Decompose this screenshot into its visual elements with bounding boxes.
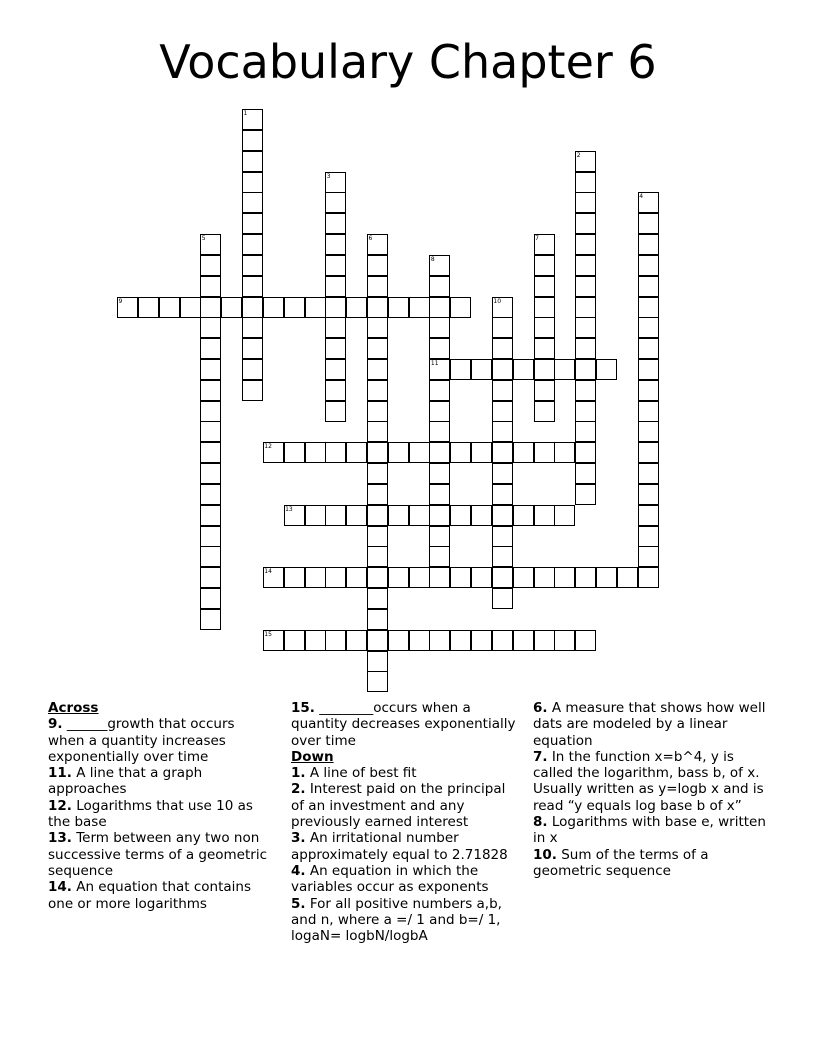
grid-cell[interactable]	[471, 567, 492, 588]
grid-cell[interactable]	[325, 297, 346, 318]
grid-cell[interactable]	[367, 671, 388, 692]
grid-cell[interactable]	[242, 109, 263, 130]
grid-cell[interactable]	[325, 213, 346, 234]
grid-cell[interactable]	[242, 255, 263, 276]
grid-cell[interactable]	[242, 297, 263, 318]
grid-cell[interactable]	[325, 338, 346, 359]
grid-cell[interactable]	[200, 421, 221, 442]
grid-cell[interactable]	[263, 630, 284, 651]
clue-item-number: 11.	[48, 765, 72, 782]
grid-cell[interactable]	[200, 567, 221, 588]
clue-item-text: An irritational number approximately equal to 2.71828	[291, 830, 508, 863]
grid-cell[interactable]	[471, 359, 492, 380]
clue-number-5: 5	[201, 235, 206, 242]
clue-item-text: Logarithms with base e, written in x	[533, 814, 766, 847]
grid-cell[interactable]	[263, 297, 284, 318]
grid-cell[interactable]	[284, 297, 305, 318]
grid-cell[interactable]	[450, 505, 471, 526]
grid-cell[interactable]	[638, 276, 659, 297]
grid-cell[interactable]	[200, 588, 221, 609]
clue-item-text: Interest paid on the principal of an investment and any previously earned interest	[291, 781, 506, 831]
grid-cell[interactable]	[554, 630, 575, 651]
grid-cell[interactable]	[367, 526, 388, 547]
clue-item-text: Sum of the terms of a geometric sequence	[533, 846, 709, 879]
grid-cell[interactable]	[471, 442, 492, 463]
clue-item	[48, 830, 273, 879]
grid-cell[interactable]	[429, 401, 450, 422]
grid-cell[interactable]	[575, 338, 596, 359]
grid-cell[interactable]	[305, 630, 326, 651]
clue-item-text: A line of best fit	[309, 765, 417, 782]
grid-cell[interactable]	[638, 567, 659, 588]
grid-cell[interactable]	[638, 234, 659, 255]
grid-cell[interactable]	[242, 213, 263, 234]
clue-number-6: 6	[368, 235, 373, 242]
grid-cell[interactable]	[409, 630, 430, 651]
clue-item-text: An equation that contains one or more logarithms	[48, 879, 252, 912]
grid-cell[interactable]	[534, 234, 555, 255]
clue-item-number: 5.	[291, 895, 306, 912]
grid-cell[interactable]	[575, 401, 596, 422]
grid-cell[interactable]	[305, 297, 326, 318]
grid-cell[interactable]	[325, 192, 346, 213]
grid-cell[interactable]	[242, 359, 263, 380]
grid-cell[interactable]	[534, 255, 555, 276]
grid-cell[interactable]	[492, 442, 513, 463]
grid-cell[interactable]	[388, 505, 409, 526]
grid-cell[interactable]	[242, 172, 263, 193]
grid-cell[interactable]	[242, 192, 263, 213]
clue-item	[291, 781, 521, 830]
grid-cell[interactable]	[429, 505, 450, 526]
grid-cell[interactable]	[325, 255, 346, 276]
grid-cell[interactable]	[200, 401, 221, 422]
grid-cell[interactable]	[575, 359, 596, 380]
grid-cell[interactable]	[492, 380, 513, 401]
clue-heading: Down	[291, 748, 334, 765]
grid-cell[interactable]	[367, 380, 388, 401]
grid-cell[interactable]	[513, 359, 534, 380]
clue-number-4: 4	[639, 193, 644, 201]
grid-cell[interactable]	[367, 276, 388, 297]
clue-item	[533, 700, 773, 749]
grid-cell[interactable]	[638, 401, 659, 422]
grid-cell[interactable]	[305, 442, 326, 463]
clue-item-number: 1.	[291, 765, 306, 782]
clue-item	[291, 700, 521, 749]
grid-cell[interactable]	[242, 234, 263, 255]
grid-cell[interactable]	[575, 151, 596, 172]
grid-cell[interactable]	[325, 276, 346, 297]
clue-item-number: 2.	[291, 781, 306, 798]
grid-cell[interactable]	[200, 505, 221, 526]
grid-cell[interactable]	[346, 442, 367, 463]
clue-item-number: 8.	[533, 814, 548, 831]
grid-cell[interactable]	[284, 567, 305, 588]
grid-cell[interactable]	[346, 567, 367, 588]
grid-cell[interactable]	[325, 172, 346, 193]
grid-cell[interactable]	[325, 630, 346, 651]
clue-item	[291, 765, 521, 781]
grid-cell[interactable]	[429, 484, 450, 505]
grid-cell[interactable]	[242, 130, 263, 151]
grid-cell[interactable]	[367, 609, 388, 630]
clue-item-number: 10.	[533, 846, 557, 863]
grid-cell[interactable]	[575, 463, 596, 484]
grid-cell[interactable]	[367, 421, 388, 442]
clue-item-text: Term between any two non successive terms of a geometric sequence	[48, 830, 268, 879]
grid-cell[interactable]	[575, 421, 596, 442]
grid-cell[interactable]	[534, 297, 555, 318]
grid-cell[interactable]	[575, 317, 596, 338]
grid-cell[interactable]	[492, 401, 513, 422]
clue-heading: Across	[48, 700, 99, 716]
clue-item-number: 13.	[48, 830, 72, 847]
clue-item-text: Logarithms that use 10 as the base	[48, 797, 253, 831]
clue-number-9: 9	[118, 297, 123, 305]
grid-cell[interactable]	[492, 588, 513, 609]
grid-cell[interactable]	[492, 484, 513, 505]
grid-cell[interactable]	[263, 442, 284, 463]
grid-cell[interactable]	[284, 505, 305, 526]
grid-cell[interactable]	[492, 505, 513, 526]
grid-cell[interactable]	[325, 380, 346, 401]
grid-cell[interactable]	[367, 401, 388, 422]
clue-number-2: 2	[576, 151, 581, 159]
grid-cell[interactable]	[575, 567, 596, 588]
grid-cell[interactable]	[325, 442, 346, 463]
grid-cell[interactable]	[429, 297, 450, 318]
grid-cell[interactable]	[429, 338, 450, 359]
grid-cell[interactable]	[429, 567, 450, 588]
grid-cell[interactable]	[450, 442, 471, 463]
grid-cell[interactable]	[638, 442, 659, 463]
clue-item	[533, 847, 773, 880]
clue-item-number: 7.	[533, 748, 548, 765]
grid-cell[interactable]	[263, 567, 284, 588]
clue-number-10: 10	[493, 297, 502, 305]
grid-cell[interactable]	[513, 567, 534, 588]
grid-cell[interactable]	[200, 484, 221, 505]
grid-cell[interactable]	[409, 567, 430, 588]
grid-cell[interactable]	[638, 297, 659, 318]
grid-cell[interactable]	[534, 276, 555, 297]
grid-cell[interactable]	[429, 463, 450, 484]
clue-item	[533, 814, 773, 847]
grid-cell[interactable]	[534, 442, 555, 463]
grid-cell[interactable]	[325, 401, 346, 422]
grid-cell[interactable]	[492, 338, 513, 359]
grid-cell[interactable]	[409, 505, 430, 526]
grid-cell[interactable]	[492, 546, 513, 567]
grid-cell[interactable]	[429, 442, 450, 463]
clue-column-1	[48, 700, 273, 912]
grid-cell[interactable]	[367, 484, 388, 505]
grid-cell[interactable]	[367, 297, 388, 318]
clue-item-number: 6.	[533, 700, 548, 716]
clue-item	[48, 879, 273, 912]
grid-cell[interactable]	[325, 505, 346, 526]
grid-cell[interactable]	[325, 234, 346, 255]
grid-cell[interactable]	[325, 567, 346, 588]
grid-cell[interactable]	[242, 276, 263, 297]
grid-cell[interactable]	[284, 442, 305, 463]
grid-cell[interactable]	[492, 297, 513, 318]
grid-cell[interactable]	[200, 276, 221, 297]
grid-cell[interactable]	[492, 463, 513, 484]
clue-item	[533, 749, 773, 814]
clue-number-11: 11	[430, 360, 439, 367]
grid-cell[interactable]	[534, 338, 555, 359]
clue-item-number: 14.	[48, 879, 72, 896]
grid-cell[interactable]	[325, 359, 346, 380]
grid-cell[interactable]	[575, 234, 596, 255]
grid-cell[interactable]	[429, 359, 450, 380]
grid-cell[interactable]	[617, 567, 638, 588]
grid-cell[interactable]	[554, 442, 575, 463]
grid-cell[interactable]	[409, 297, 430, 318]
grid-cell[interactable]	[492, 359, 513, 380]
grid-cell[interactable]	[450, 297, 471, 318]
clue-item	[291, 896, 521, 945]
grid-cell[interactable]	[638, 484, 659, 505]
grid-cell[interactable]	[575, 192, 596, 213]
clue-number-3: 3	[326, 172, 331, 180]
grid-cell[interactable]	[429, 380, 450, 401]
grid-cell[interactable]	[367, 588, 388, 609]
grid-cell[interactable]	[596, 359, 617, 380]
grid-cell[interactable]	[242, 317, 263, 338]
grid-cell[interactable]	[513, 505, 534, 526]
grid-cell[interactable]	[638, 213, 659, 234]
clue-number-13: 13	[285, 505, 293, 513]
clue-item-text: In the function x=b^4, y is called the logarithm, bass b, of x. Usually written as y=logb x and is read “y equals log base b of x”	[533, 748, 764, 814]
grid-cell[interactable]	[242, 151, 263, 172]
grid-cell[interactable]	[638, 463, 659, 484]
clue-number-12: 12	[264, 443, 272, 451]
grid-cell[interactable]	[638, 192, 659, 213]
grid-cell[interactable]	[513, 442, 534, 463]
clue-item-text: ______growth that occurs when a quantity increases exponentially over time	[48, 716, 235, 765]
grid-cell[interactable]	[367, 567, 388, 588]
grid-cell[interactable]	[450, 567, 471, 588]
grid-cell[interactable]	[638, 546, 659, 567]
grid-cell[interactable]	[284, 630, 305, 651]
grid-cell[interactable]	[638, 255, 659, 276]
grid-cell[interactable]	[492, 630, 513, 651]
grid-cell[interactable]	[388, 567, 409, 588]
grid-cell[interactable]	[367, 442, 388, 463]
grid-cell[interactable]	[346, 630, 367, 651]
clue-item-text: For all positive numbers a,b, and n, where a =/ 1 and b=/ 1, logaN= logbN/logbA	[291, 895, 502, 945]
clue-item-number: 4.	[291, 862, 306, 879]
grid-cell[interactable]	[242, 380, 263, 401]
grid-cell[interactable]	[492, 567, 513, 588]
grid-cell[interactable]	[159, 297, 180, 318]
clue-column-3	[533, 700, 773, 879]
grid-cell[interactable]	[367, 546, 388, 567]
grid-cell[interactable]	[305, 505, 326, 526]
grid-cell[interactable]	[221, 297, 242, 318]
grid-cell[interactable]	[409, 442, 430, 463]
grid-cell[interactable]	[367, 505, 388, 526]
grid-cell[interactable]	[367, 463, 388, 484]
grid-cell[interactable]	[367, 651, 388, 672]
grid-cell[interactable]	[200, 526, 221, 547]
grid-cell[interactable]	[429, 255, 450, 276]
grid-cell[interactable]	[596, 567, 617, 588]
clue-item-number: 3.	[291, 830, 306, 847]
grid-cell[interactable]	[200, 255, 221, 276]
grid-cell[interactable]	[367, 630, 388, 651]
grid-cell[interactable]	[554, 505, 575, 526]
grid-cell[interactable]	[534, 567, 555, 588]
clue-column-2	[291, 700, 521, 944]
grid-cell[interactable]	[638, 505, 659, 526]
grid-cell[interactable]	[638, 380, 659, 401]
grid-cell[interactable]	[200, 297, 221, 318]
grid-cell[interactable]	[534, 359, 555, 380]
clue-item	[48, 765, 273, 798]
grid-cell[interactable]	[200, 234, 221, 255]
grid-cell[interactable]	[492, 526, 513, 547]
grid-cell[interactable]	[575, 484, 596, 505]
clue-number-15: 15	[264, 630, 272, 638]
grid-cell[interactable]	[575, 380, 596, 401]
grid-cell[interactable]	[450, 359, 471, 380]
grid-cell[interactable]	[575, 255, 596, 276]
clue-number-14: 14	[264, 568, 272, 576]
grid-cell[interactable]	[429, 421, 450, 442]
grid-cell[interactable]	[534, 380, 555, 401]
grid-cell[interactable]	[138, 297, 159, 318]
clue-number-1: 1	[243, 110, 248, 117]
grid-cell[interactable]	[638, 317, 659, 338]
grid-cell[interactable]	[554, 359, 575, 380]
page-title: Vocabulary Chapter 6	[159, 35, 657, 89]
clue-number-7: 7	[535, 235, 539, 242]
grid-cell[interactable]	[367, 317, 388, 338]
grid-cell[interactable]	[575, 213, 596, 234]
grid-cell[interactable]	[450, 630, 471, 651]
grid-cell[interactable]	[534, 401, 555, 422]
grid-cell[interactable]	[534, 505, 555, 526]
clue-item-text: ________occurs when a quantity decreases exponentially over time	[291, 700, 516, 749]
grid-cell[interactable]	[429, 630, 450, 651]
grid-cell[interactable]	[200, 338, 221, 359]
grid-cell[interactable]	[388, 442, 409, 463]
grid-cell[interactable]	[429, 526, 450, 547]
clue-item	[48, 798, 273, 831]
clue-item-number: 15.	[291, 700, 315, 716]
grid-cell[interactable]	[471, 630, 492, 651]
grid-cell[interactable]	[429, 276, 450, 297]
grid-cell[interactable]	[180, 297, 201, 318]
grid-cell[interactable]	[200, 609, 221, 630]
grid-cell[interactable]	[346, 505, 367, 526]
grid-cell[interactable]	[200, 442, 221, 463]
grid-cell[interactable]	[575, 442, 596, 463]
clue-item	[291, 863, 521, 896]
grid-cell[interactable]	[638, 526, 659, 547]
clue-item-text: A measure that shows how well dats are modeled by a linear equation	[533, 700, 766, 749]
clue-item-number: 12.	[48, 797, 72, 814]
clue-number-8: 8	[430, 255, 435, 263]
clue-item-text: An equation in which the variables occur as exponents	[291, 862, 489, 896]
grid-cell[interactable]	[346, 297, 367, 318]
grid-cell[interactable]	[575, 172, 596, 193]
grid-cell[interactable]	[429, 546, 450, 567]
grid-cell[interactable]	[325, 317, 346, 338]
grid-cell[interactable]	[200, 380, 221, 401]
clue-item-number: 9.	[48, 716, 63, 733]
grid-cell[interactable]	[575, 297, 596, 318]
grid-cell[interactable]	[117, 297, 138, 318]
grid-cell[interactable]	[575, 276, 596, 297]
grid-cell[interactable]	[388, 297, 409, 318]
grid-cell[interactable]	[575, 630, 596, 651]
grid-cell[interactable]	[367, 234, 388, 255]
grid-cell[interactable]	[200, 359, 221, 380]
grid-cell[interactable]	[367, 255, 388, 276]
grid-cell[interactable]	[200, 317, 221, 338]
grid-cell[interactable]	[200, 463, 221, 484]
grid-cell[interactable]	[471, 505, 492, 526]
grid-cell[interactable]	[534, 317, 555, 338]
grid-cell[interactable]	[638, 338, 659, 359]
grid-cell[interactable]	[492, 317, 513, 338]
grid-cell[interactable]	[534, 630, 555, 651]
grid-cell[interactable]	[513, 630, 534, 651]
grid-cell[interactable]	[305, 567, 326, 588]
clue-item	[291, 830, 521, 863]
grid-cell[interactable]	[492, 421, 513, 442]
grid-cell[interactable]	[388, 630, 409, 651]
grid-cell[interactable]	[638, 421, 659, 442]
grid-cell[interactable]	[367, 359, 388, 380]
grid-cell[interactable]	[638, 359, 659, 380]
grid-cell[interactable]	[200, 546, 221, 567]
grid-cell[interactable]	[367, 338, 388, 359]
grid-cell[interactable]	[242, 338, 263, 359]
clue-item	[48, 716, 273, 765]
clue-item-text: A line that a graph approaches	[48, 765, 203, 798]
grid-cell[interactable]	[554, 567, 575, 588]
grid-cell[interactable]	[429, 317, 450, 338]
